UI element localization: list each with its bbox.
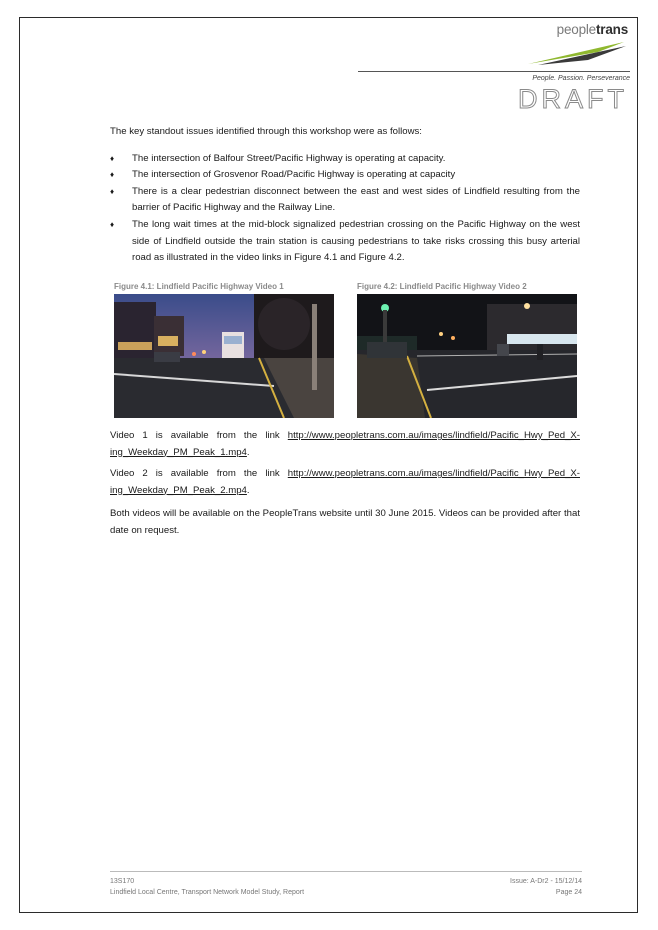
list-item: ♦ The intersection of Balfour Street/Pacific Highway is operating at capacity. (110, 151, 580, 168)
peopletrans-logo: peopletrans (556, 22, 628, 37)
video-1-paragraph: Video 1 is available from the link http://www.peopletrans.com.au/images/lindfield/Pacific_Hwy_Ped_X-ing_Weekday_PM_Peak_1.mp4. (110, 430, 580, 458)
page-number: Page 24 (555, 889, 582, 896)
header-rule (358, 71, 630, 72)
figures-row (114, 281, 584, 421)
report-title: Lindfield Local Centre, Transport Network Model Study, Report (110, 889, 305, 896)
bullet-icon: ♦ (110, 170, 115, 180)
issues-list (110, 151, 580, 267)
list-item: ♦ The long wait times at the mid-block signalized pedestrian crossing on the Pacific Highway on the west side of Lindfield outside the train station is causing pedestrians to take risks crossing this busy arterial road as illustrated in the video links in Figure 4.1 and Figure 4.2. (110, 218, 580, 264)
bullet-icon: ♦ (110, 153, 115, 163)
video-2-photo[interactable] (357, 294, 577, 418)
bullet-icon: ♦ (110, 219, 115, 229)
page-header (350, 20, 630, 120)
video-1-link[interactable]: http://www.peopletrans.com.au/images/lindfield/Pacific_Hwy_Ped_X-ing_Weekday_PM_Peak_1.mp4 (110, 430, 580, 458)
list-item: ♦ There is a clear pedestrian disconnect between the east and west sides of Lindfield resulting from the barrier of Pacific Highway and the Railway Line. (110, 185, 580, 214)
closing-paragraph: Both videos will be available on the PeopleTrans website until 30 June 2015. Videos can be provided after that date on request. (110, 508, 580, 536)
figure-4-1 (114, 281, 336, 418)
issue-label: Issue: A-Dr2 - 15/12/14 (510, 878, 582, 885)
job-number: 13S170 (110, 878, 135, 885)
main-content (110, 124, 580, 267)
footer-rule (110, 871, 582, 872)
tagline: People. Passion. Perseverance (532, 75, 630, 82)
video-2-paragraph: Video 2 is available from the link http://www.peopletrans.com.au/images/lindfield/Pacific_Hwy_Ped_X-ing_Weekday_PM_Peak_2.mp4. (110, 468, 580, 496)
intro-text: The key standout issues identified through this workshop were as follows: (110, 126, 422, 137)
figure-caption: Figure 4.2: Lindfield Pacific Highway Video 2 (357, 282, 527, 291)
video-1-photo[interactable] (114, 294, 334, 418)
figure-4-2 (357, 281, 579, 418)
bullet-icon: ♦ (110, 186, 115, 196)
list-item: ♦ The intersection of Grosvenor Road/Pacific Highway is operating at capacity (110, 167, 580, 184)
video-2-link[interactable]: http://www.peopletrans.com.au/images/lindfield/Pacific_Hwy_Ped_X-ing_Weekday_PM_Peak_2.mp4 (110, 468, 580, 496)
logo-swoosh-icon (528, 40, 628, 66)
figure-caption: Figure 4.1: Lindfield Pacific Highway Video 1 (114, 282, 284, 291)
draft-watermark: DRAFT (518, 84, 628, 114)
